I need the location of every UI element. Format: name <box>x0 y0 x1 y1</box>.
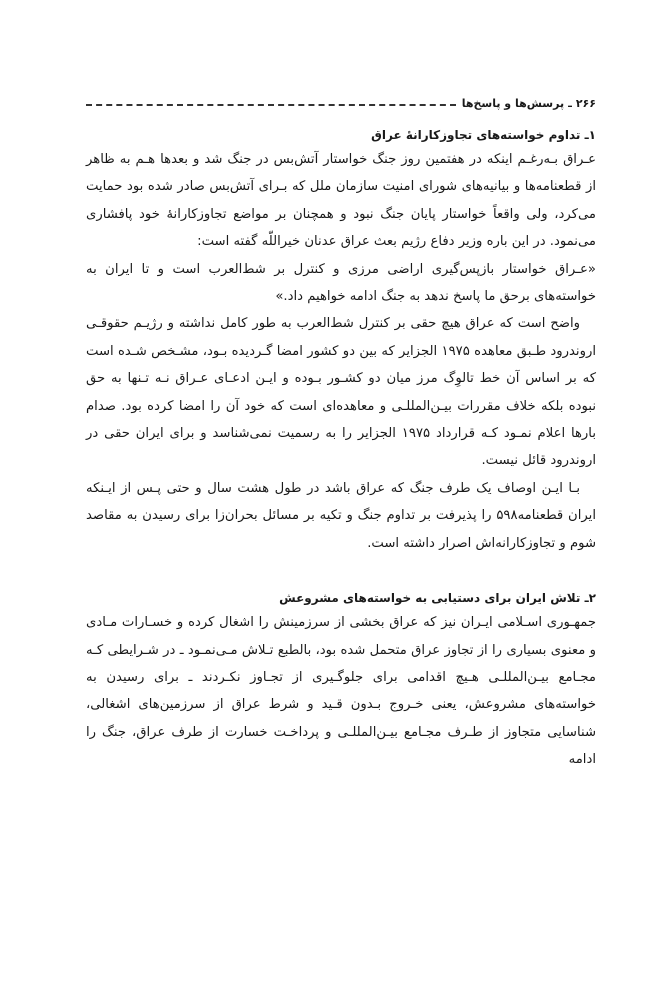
paragraph: واضح است که عراق هیچ حقی بر کنترل شط‌العرب به طور کامل نداشته و رژیـم حقوقـی اروندرود طـبق معاهده ۱۹۷۵ الجزایر که بین دو کشور امضا گـردیده بـود، مشـخص شـده است که بر اساس آن خط تالوِگ مرز میان دو کشـور بـوده و ایـن ادعـای عـراق نـه تـنها به حق نبوده بلکه خلاف مقررات بیـن‌المللـی و معاهده‌ای است که خود آن را امضا کرده بود. صدام بارها اعلام نمـود کـه قرارداد ۱۹۷۵ الجزایر را به رسمیت نمی‌شناسد و برای ایران حقی در اروندرود قائل نیست. <box>86 316 596 469</box>
page-number: ۲۶۶ <box>575 96 596 110</box>
paragraph: جمهـوری اسـلامی ایـران نیز که عراق بخشی از سرزمینش را اشغال کرده و خسـارات مـادی و معنوی بسیاری را از تجاوز عراق متحمل شده بود، بالطبع تـلاش مـی‌نمـود ـ در شـرایطی کـه مجـامع بیـن‌المللـی هـیچ اقدامی برای جلوگـیری از تجـاوز نکـردند ـ برای رسیدن به خواسته‌های مشروعش، یعنی خـروج بـدون قـید و شرط عراق از سرزمین‌های اشغالی، شناسایی متجاوز از طـرف مجـامع بیـن‌المللـی و پرداخـت خسارت از طرف عراق، جنگ را ادامه <box>86 615 596 768</box>
paragraph: عـراق بـه‌رغـم اینکه در هفتمین روز جنگ خواستار آتش‌بس در جنگ شد و بعدها هـم به ظاهر از قطعنامه‌ها و بیانیه‌های شورای امنیت سازمان ملل که بـرای آتش‌بس صادر شده بود حمایت می‌کرد، ولی واقعاً خواستار پایان جنگ نبود و همچنان بر مواضع تجاوزکارانهٔ خود پافشاری می‌نمود. در این باره وزیر دفاع رژیم بعث عراق عدنان خیراللّه گفته است: <box>86 152 596 250</box>
paragraph: بـا ایـن اوصاف یک طرف جنگ که عراق باشد در طول هشت سال و حتی پـس از ایـنکه ایران قطعنامه۵۹۸ را پذیرفت بر تداوم جنگ و تکیه بر مسائل بحران‌زا برای رسیدن به مقاصد شوم و تجاوزکارانه‌اش اصرار داشته است. <box>86 480 596 551</box>
book-page <box>86 0 596 991</box>
quote-paragraph: «عـراق خواستار بازپس‌گیری اراضی مرزی و کنترل بر شط‌العرب است و تا ایران به خواسته‌های برحق ما پاسخ ندهد به جنگ ادامه خواهیم داد.» <box>86 261 596 305</box>
section-gap <box>86 557 596 587</box>
header-rule <box>86 104 456 106</box>
running-title: پرسش‌ها و پاسخ‌ها <box>461 96 565 110</box>
section-heading: ۱ـ تداوم خواسته‌های تجاوزکارانهٔ عراق <box>371 128 596 142</box>
page-content <box>86 124 596 774</box>
header-dash: ـ <box>568 96 572 110</box>
running-header <box>86 96 596 110</box>
section-heading: ۲ـ تلاش ایران برای دستیابی به خواسته‌های مشروعش <box>279 591 596 606</box>
